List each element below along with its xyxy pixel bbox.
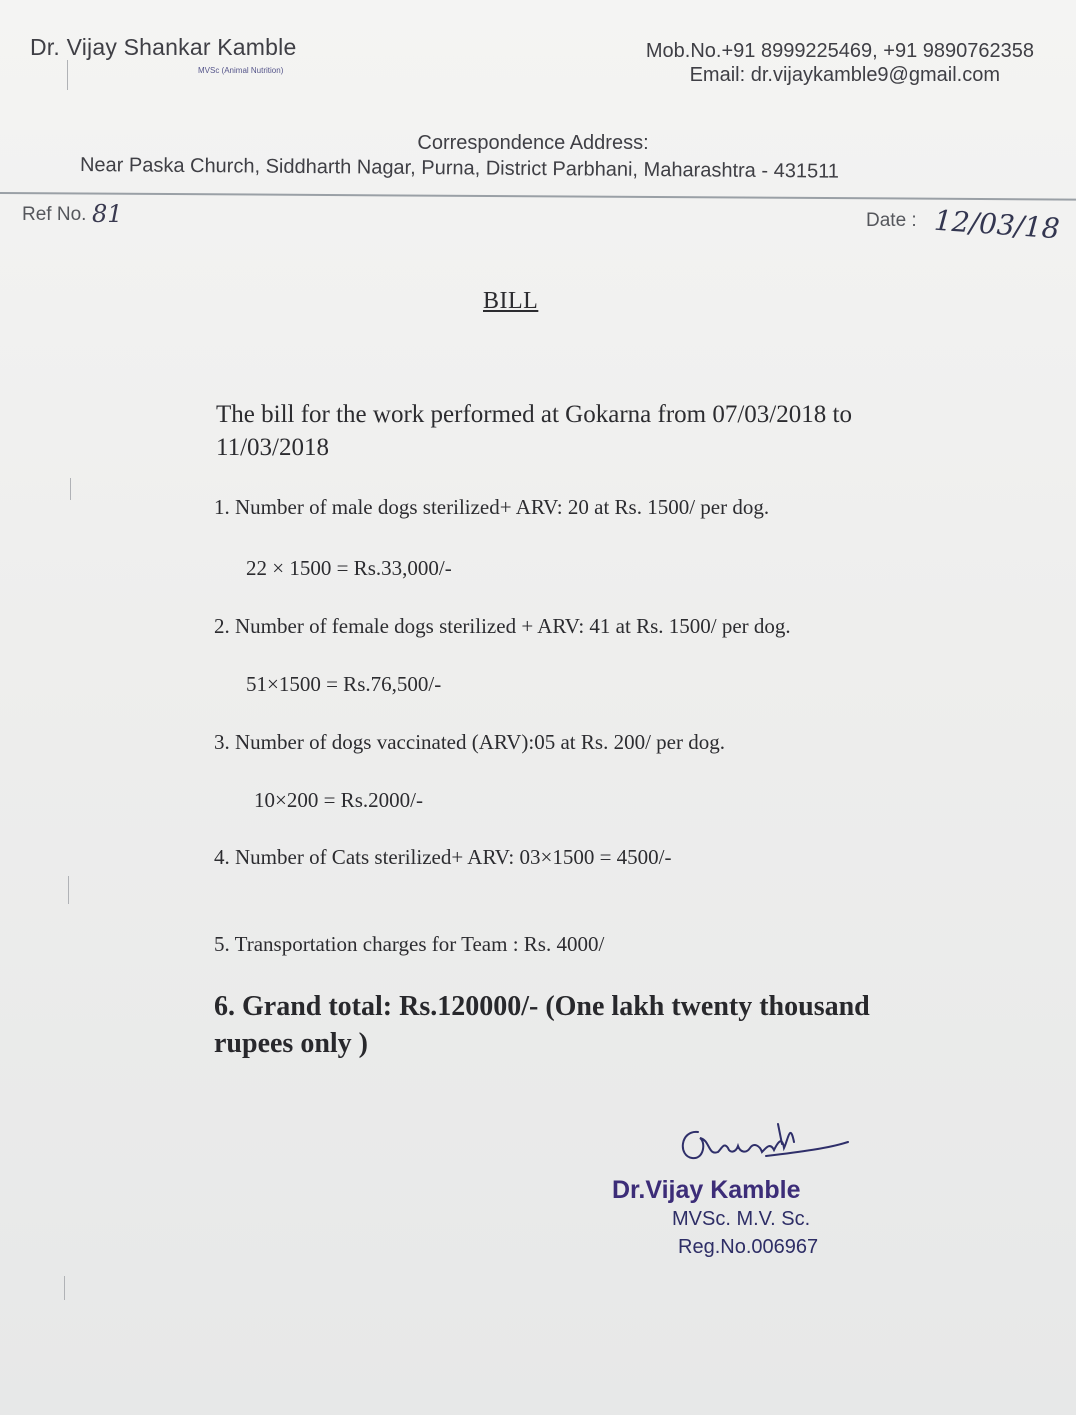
signatory-registration: Reg.No.006967 <box>678 1236 819 1258</box>
paper-mark <box>68 876 69 904</box>
bill-item-2-calc: 51×1500 = Rs.76,500/- <box>246 672 442 696</box>
header-divider <box>0 192 1076 201</box>
bill-item-3: 3. Number of dogs vaccinated (ARV):05 at Rs. 200/ per dog. <box>214 730 725 754</box>
doctor-qualifications-header: MVSc (Animal Nutrition) <box>198 66 284 75</box>
ref-label: Ref No. <box>22 204 87 225</box>
bill-item-1-calc: 22 × 1500 = Rs.33,000/- <box>246 556 452 580</box>
correspondence-title: Correspondence Address: <box>417 132 649 154</box>
date-value-handwritten: 12/03/18 <box>933 203 1061 246</box>
grand-total: 6. Grand total: Rs.120000/- (One lakh twenty thousand rupees only ) <box>214 991 870 1059</box>
signatory-name: Dr.Vijay Kamble <box>612 1176 801 1204</box>
signature-scribble <box>670 1112 870 1182</box>
correspondence-address: Near Paska Church, Siddharth Nagar, Purna, District Parbhani, Maharashtra - 431511 <box>79 154 839 183</box>
doctor-name-header: Dr. Vijay Shankar Kamble <box>30 34 297 60</box>
email-address: Email: dr.vijaykamble9@gmail.com <box>689 64 1000 86</box>
bill-item-3-calc: 10×200 = Rs.2000/- <box>254 788 423 812</box>
bill-item-2: 2. Number of female dogs sterilized + ARV: 41 at Rs. 1500/ per dog. <box>214 614 791 638</box>
date-label: Date : <box>866 210 917 231</box>
bill-item-5: 5. Transportation charges for Team : Rs. 4000/ <box>214 932 605 956</box>
bill-item-1: 1. Number of male dogs sterilized+ ARV: 20 at Rs. 1500/ per dog. <box>214 495 770 519</box>
signatory-qualifications: MVSc. M.V. Sc. <box>672 1208 811 1230</box>
paper-mark <box>70 478 71 500</box>
ref-value-handwritten: 81 <box>92 200 123 228</box>
bill-intro: The bill for the work performed at Gokarna from 07/03/2018 to 11/03/2018 <box>216 401 852 461</box>
paper-mark <box>67 60 68 90</box>
paper-mark <box>64 1276 65 1300</box>
bill-item-4: 4. Number of Cats sterilized+ ARV: 03×1500 = 4500/- <box>214 845 672 869</box>
mobile-numbers: Mob.No.+91 8999225469, +91 9890762358 <box>645 40 1034 62</box>
bill-title: BILL <box>483 288 539 314</box>
